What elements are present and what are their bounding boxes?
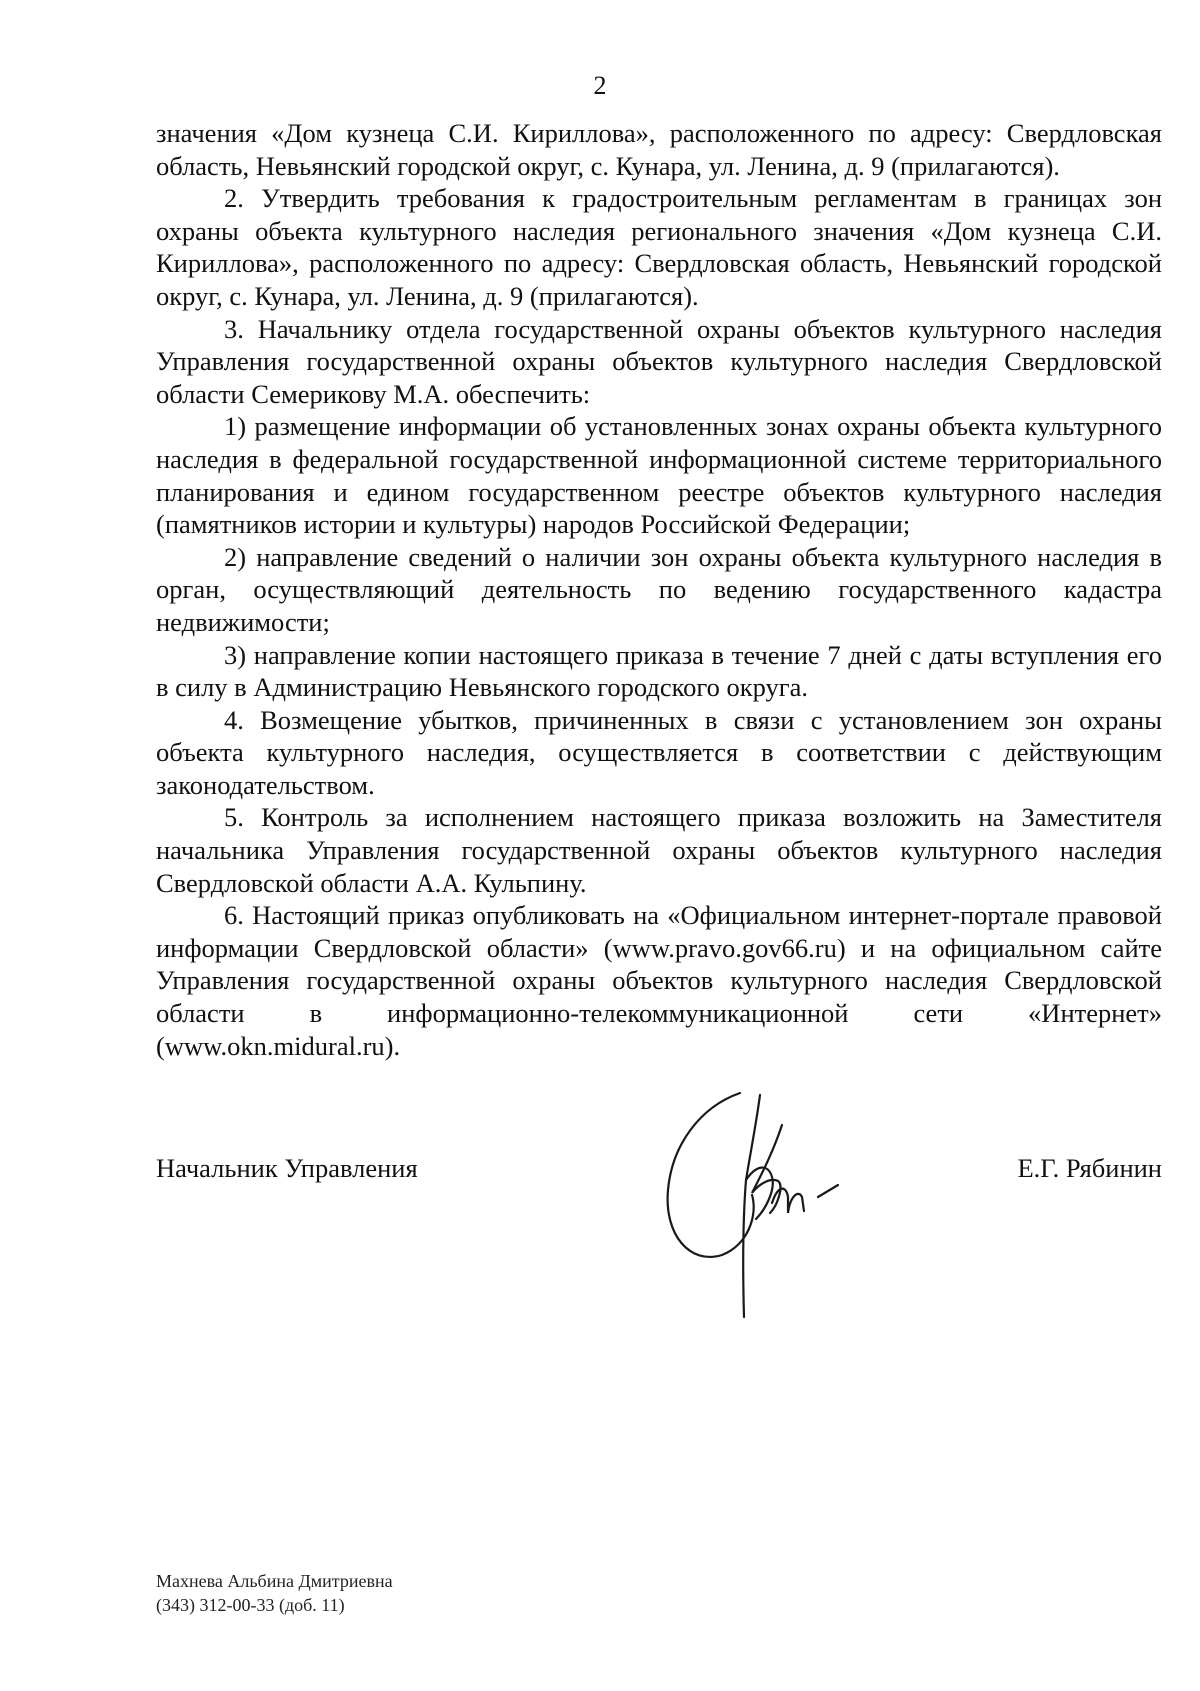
- paragraph-item-4: 4. Возмещение убытков, причиненных в связи с установлением зон охраны объекта культурного наследия, осуществляется в соответствии с действующим законодательством.: [156, 704, 1162, 800]
- paragraph-item-3: 3. Начальнику отдела государственной охраны объектов культурного наследия Управления государственной охраны объектов культурного наследия Свердловской области Семерикову М.А. обеспечить:: [156, 313, 1162, 409]
- executor-info: [156, 1569, 393, 1617]
- paragraph-item-5: 5. Контроль за исполнением настоящего приказа возложить на Заместителя начальника Управления государственной охраны объектов культурного наследия Свердловской области А.А. Кульпину.: [156, 802, 1162, 898]
- subitem-3-2: 2) направление сведений о наличии зон охраны объекта культурного наследия в орган, осуществляющий деятельность по ведению государственного кадастра недвижимости;: [156, 541, 1162, 637]
- signatory-position: Начальник Управления: [156, 1153, 418, 1183]
- page-number: 2: [593, 71, 607, 100]
- signatory-name: Е.Г. Рябинин: [1017, 1153, 1162, 1183]
- handwritten-signature: [660, 1085, 890, 1325]
- subitem-3-3: 3) направление копии настоящего приказа в течение 7 дней с даты вступления его в силу в Администрацию Невьянского городского округа.: [156, 639, 1162, 703]
- paragraph-item-6: 6. Настоящий приказ опубликовать на «Официальном интернет-портале правовой информации Свердловской области» (www.pravo.gov66.ru) и на официальном сайте Управления государственной охраны объектов культурного наследия Свердловской области в информационно-телекоммуникационной сети «Интернет» (www.okn.midural.ru).: [156, 900, 1162, 1061]
- executor-name: Махнева Альбина Дмитриевна: [156, 1571, 393, 1591]
- paragraph-item-2: 2. Утвердить требования к градостроительным регламентам в границах зон охраны объекта культурного наследия регионального значения «Дом кузнеца С.И. Кириллова», расположенного по адресу: Свердловская область, Невьянский городской округ, с. Кунара, ул. Ленина, д. 9 (прилагаются).: [156, 183, 1162, 311]
- subitem-3-1: 1) размещение информации об установленных зонах охраны объекта культурного наследия в федеральной государственной информационной системе территориального планирования и едином государственном реестре объектов культурного наследия (памятников истории и культуры) народов Российской Федерации;: [156, 411, 1162, 540]
- executor-phone: (343) 312-00-33 (доб. 11): [156, 1595, 345, 1615]
- signature-block: [156, 1152, 1162, 1192]
- document-body: [156, 117, 1162, 1062]
- paragraph-continuation: значения «Дом кузнеца С.И. Кириллова», расположенного по адресу: Свердловская область, Невьянский городской округ, с. Кунара, ул. Ленина, д. 9 (прилагаются).: [156, 118, 1162, 181]
